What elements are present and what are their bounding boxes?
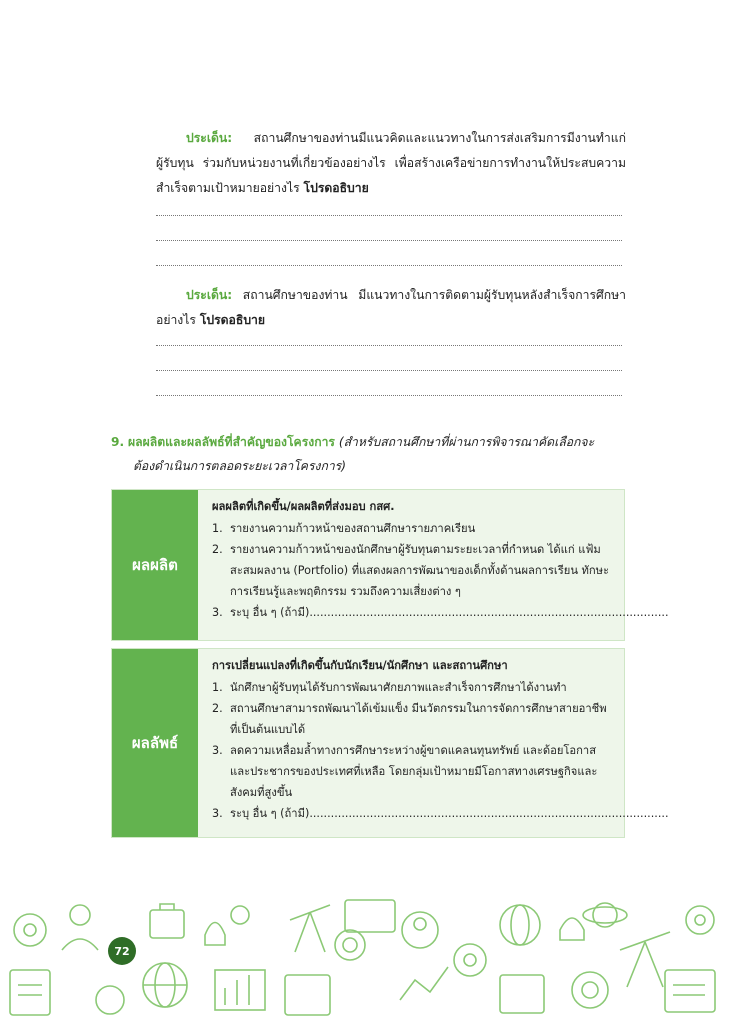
- gear-icon: [686, 906, 714, 934]
- gear-icon: [14, 914, 46, 946]
- question-1-explain: โปรดอธิบาย: [303, 181, 369, 195]
- question-2-explain: โปรดอธิบาย: [199, 313, 266, 327]
- outcome-list: [212, 677, 669, 824]
- telescope-icon: [620, 932, 670, 987]
- gear-icon: [454, 944, 486, 976]
- target-icon: [335, 930, 365, 960]
- list-item: 3. ลดความเหลื่อมล้ำทางการศึกษาระหว่างผู้ขาดแคลนทุนทรัพย์ และด้อยโอกาส และประชากรของประเทศที่เหลือ โดยกลุ่มเป้าหมายมีโอกาสทางเศรษฐกิจและสังคมที่สูงขึ้น: [212, 744, 598, 799]
- answer-line[interactable]: [156, 370, 622, 371]
- document-icon: [500, 975, 544, 1013]
- question-2-label: ประเด็น:: [186, 288, 233, 302]
- document-icon: [10, 970, 50, 1015]
- answer-line[interactable]: [156, 240, 622, 241]
- section-note-1: (สำหรับสถานศึกษาที่ผ่านการพิจารณาคัดเลือกจะ: [334, 435, 595, 449]
- question-1-text: สถานศึกษาของท่านมีแนวคิดและแนวทางในการส่งเสริมการมีงานทำแก่ผู้รับทุน ร่วมกับหน่วยงานที่เกี่ยวข้องอย่างไร เพื่อสร้างเครือข่ายการทำงานให้ประสบความสำเร็จตามเป้าหมายอย่างไร: [156, 131, 626, 195]
- output-list: [212, 518, 669, 623]
- document-icon: [285, 975, 330, 1015]
- briefcase-icon: [150, 910, 184, 938]
- question-2: [156, 283, 626, 333]
- section-title: ผลผลิตและผลลัพธ์ที่สำคัญของโครงการ: [128, 435, 335, 449]
- list-item: 3. ระบุ อื่น ๆ (ถ้ามี).....................................................................................................: [212, 606, 669, 619]
- list-item: 1. รายงานความก้าวหน้าของสถานศึกษารายภาคเรียน: [212, 522, 476, 535]
- briefcase-icon: [345, 900, 395, 932]
- list-item: 2. รายงานความก้าวหน้าของนักศึกษาผู้รับทุนตามระยะเวลาที่กำหนด ได้แก่ แฟ้มสะสมผลงาน (Portfolio) ที่แสดงผลการพัฒนาของเด็กทั้งด้านผลการเรียน ทักษะการเรียนรู้และพฤติกรรม รวมถึงความเสี่ยงต่าง ๆ: [212, 543, 610, 598]
- telescope-icon: [290, 905, 330, 952]
- question-1: [156, 126, 626, 201]
- list-item: 3. ระบุ อื่น ๆ (ถ้ามี).....................................................................................................: [212, 807, 669, 820]
- answer-line[interactable]: [156, 215, 622, 216]
- section-9-heading: [111, 430, 626, 478]
- chart-icon: [215, 970, 265, 1010]
- answer-line[interactable]: [156, 345, 622, 346]
- outcome-title: การเปลี่ยนแปลงที่เกิดขึ้นกับนักเรียน/นักศึกษา และสถานศึกษา: [212, 659, 508, 672]
- globe-icon: [96, 986, 124, 1014]
- globe-icon: [500, 905, 540, 945]
- section-note-2: ต้องดำเนินการตลอดระยะเวลาโครงการ): [133, 459, 346, 473]
- list-item: 2. สถานศึกษาสามารถพัฒนาได้เข้มแข็ง มีนวัตกรรมในการจัดการศึกษาสายอาชีพที่เป็นต้นแบบได้: [212, 702, 607, 736]
- lightbulb-icon: [205, 923, 225, 946]
- question-1-label: ประเด็น:: [186, 131, 233, 145]
- page-number: 72: [108, 937, 136, 965]
- outcome-side-label: ผลลัพธ์: [112, 649, 198, 837]
- document-icon: [665, 970, 715, 1012]
- answer-line[interactable]: [156, 265, 622, 266]
- section-number: 9.: [111, 435, 125, 449]
- output-side-label: ผลผลิต: [112, 490, 198, 640]
- person-icon: [70, 905, 90, 925]
- trend-icon: [400, 967, 448, 1000]
- answer-line[interactable]: [156, 395, 622, 396]
- question-2-text: สถานศึกษาของท่าน มีแนวทางในการติดตามผู้รับทุนหลังสำเร็จการศึกษาอย่างไร: [156, 288, 626, 327]
- lightbulb-icon: [560, 918, 584, 940]
- output-box: [111, 489, 669, 641]
- gear-icon: [231, 906, 249, 924]
- target-icon: [572, 972, 608, 1008]
- outcome-box: [111, 648, 669, 838]
- list-item: 1. นักศึกษาผู้รับทุนได้รับการพัฒนาศักยภาพและสำเร็จการศึกษาได้งานทำ: [212, 681, 567, 694]
- output-title: ผลผลิตที่เกิดขึ้น/ผลผลิตที่ส่งมอบ กสศ.: [212, 500, 395, 513]
